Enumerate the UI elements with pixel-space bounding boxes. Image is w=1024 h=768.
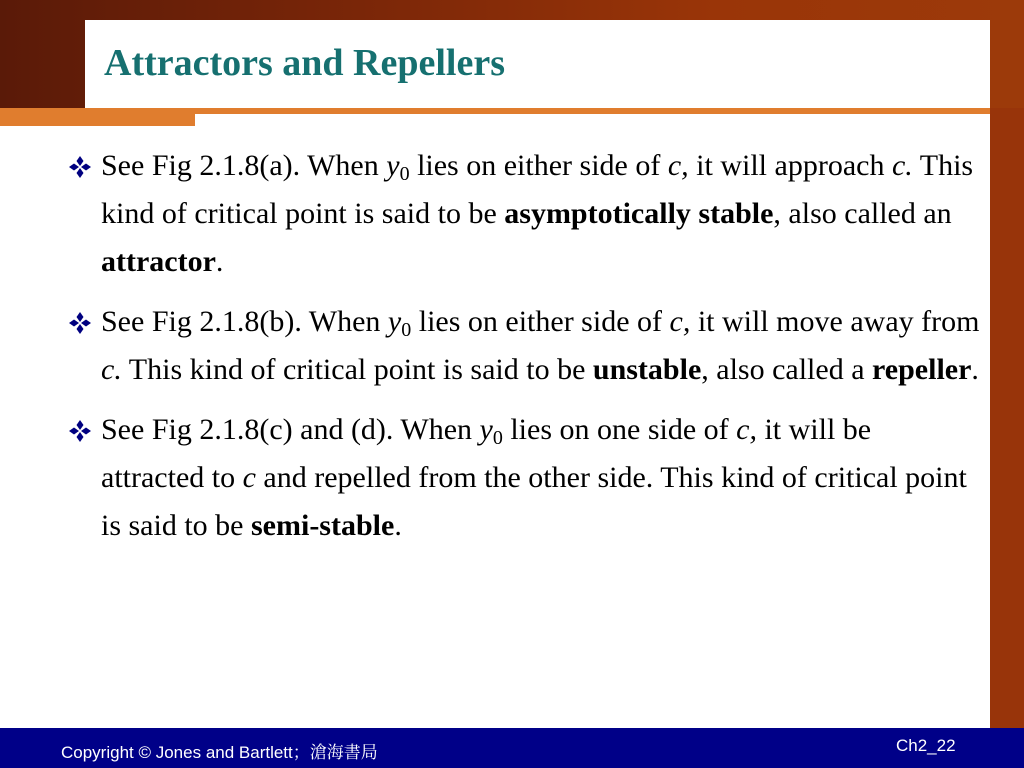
text-run: it will approach — [688, 149, 892, 182]
list-item — [68, 298, 980, 394]
bold-term: asymptotically stable — [504, 197, 774, 230]
text-run: lies on one side of — [502, 413, 737, 446]
subscript-run: 0 — [492, 427, 503, 449]
footer-copyright: Copyright © Jones and Bartlett；滄海書局 — [61, 743, 378, 762]
italic-run: c. — [891, 149, 913, 182]
slide-title: Attractors and Repellers — [104, 42, 506, 84]
text-run: , also called a — [701, 353, 873, 386]
bold-term: unstable — [592, 353, 702, 386]
italic-run: y — [479, 413, 493, 446]
italic-run: c, — [736, 413, 757, 446]
italic-run: y — [386, 149, 400, 182]
text-run: , also called an — [773, 197, 952, 230]
italic-run: c, — [667, 149, 689, 182]
bullet-text — [101, 149, 973, 278]
text-run: lies on either side of — [409, 149, 668, 182]
diamond-bullet-icon — [68, 311, 92, 335]
bullet-text — [101, 413, 967, 542]
list-item — [68, 406, 980, 550]
text-run: . — [971, 353, 979, 386]
bold-term: attractor — [101, 245, 216, 278]
text-run: See Fig 2.1.8(c) and (d). When — [101, 413, 480, 446]
text-run: and repelled from the other side. This kind of critical point is said to be — [101, 461, 967, 542]
bold-term: repeller — [872, 353, 972, 386]
italic-run: c, — [669, 305, 691, 338]
text-run: See Fig 2.1.8(a). When — [101, 149, 387, 182]
subscript-run: 0 — [399, 163, 410, 185]
text-run: it will be attracted to — [101, 413, 872, 494]
text-run: This kind of critical point is said to be — [121, 353, 593, 386]
right-side-strip — [990, 108, 1024, 728]
italic-run: c. — [101, 353, 122, 386]
italic-run: c — [242, 461, 256, 494]
diamond-bullet-icon — [68, 419, 92, 443]
bullet-text — [101, 305, 979, 386]
list-item — [68, 142, 980, 286]
text-run: it will move away from — [690, 305, 980, 338]
text-run: lies on either side of — [411, 305, 670, 338]
text-run: . — [215, 245, 224, 278]
text-run: . — [394, 509, 402, 542]
bold-term: semi-stable — [251, 509, 395, 542]
italic-run: y — [387, 305, 402, 338]
subscript-run: 0 — [401, 319, 412, 341]
bullet-list — [68, 142, 980, 562]
page-number: Ch2_22 — [896, 736, 956, 755]
diamond-bullet-icon — [68, 155, 92, 179]
text-run: See Fig 2.1.8(b). When — [101, 305, 388, 338]
title-underline-accent — [0, 114, 195, 126]
text-run: This kind of critical point is said to be — [101, 149, 974, 230]
